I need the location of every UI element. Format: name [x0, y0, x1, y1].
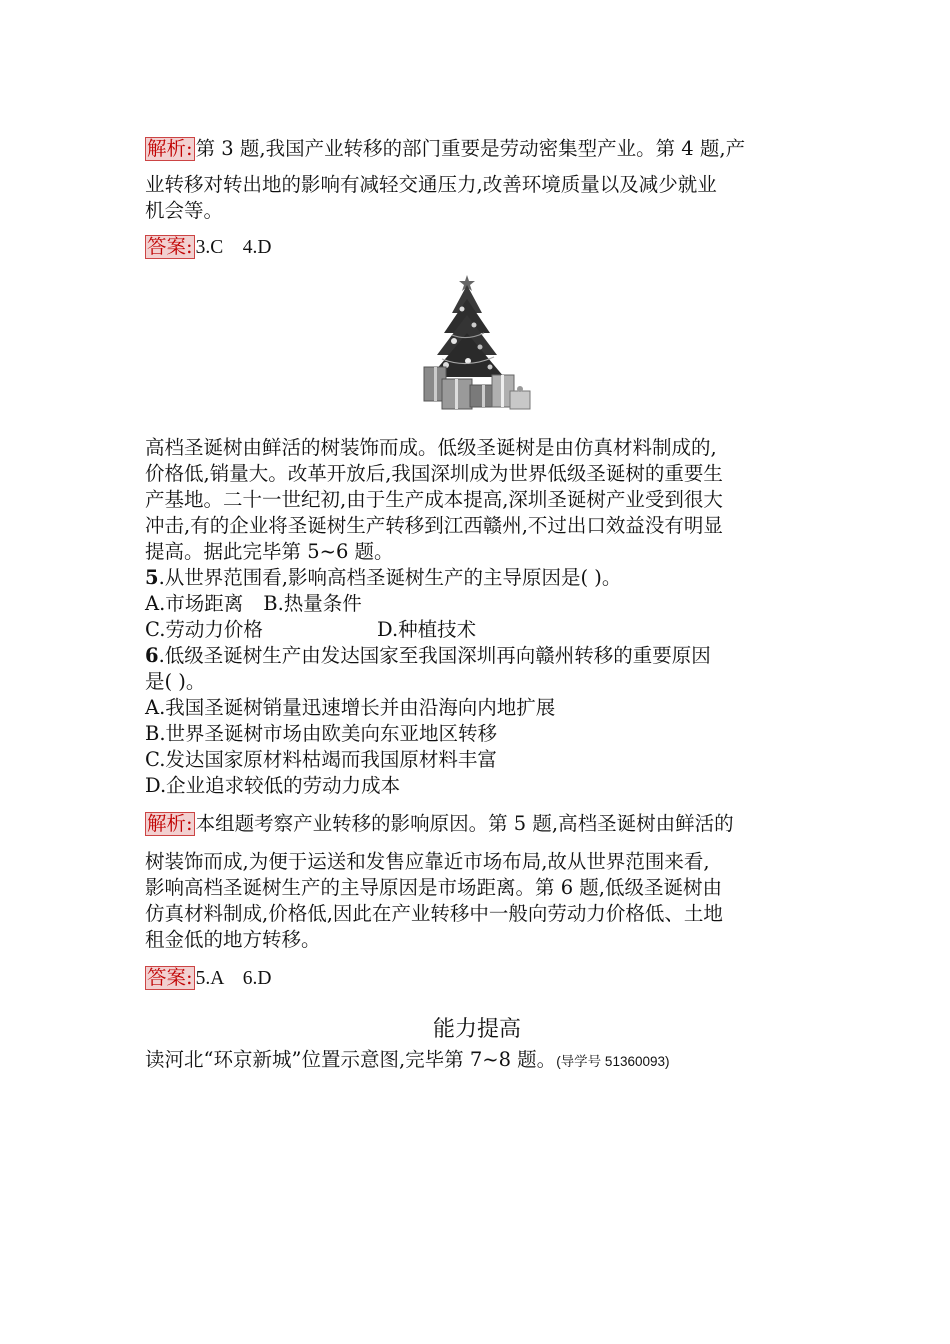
- analysis-text: 影响高档圣诞树生产的主导原因是市场距离。第 6 题,低级圣诞树由: [145, 876, 723, 899]
- document-page: [145, 136, 809, 1075]
- answer-text: 3.C 4.D: [195, 237, 272, 258]
- analysis-text: 树装饰而成,为便于运送和发售应靠近市场布局,故从世界范围来看,: [145, 850, 710, 873]
- analysis-tag: 解析:: [147, 812, 193, 835]
- question-number: 5: [145, 566, 159, 589]
- passage-line: 冲击,有的企业将圣诞树生产转移到江西赣州,不过出口效益没有明显: [145, 514, 723, 537]
- question-text: .低级圣诞树生产由发达国家至我国深圳再向赣州转移的重要原因: [158, 644, 711, 667]
- passage-line: 产基地。二十一世纪初,由于生产成本提高,深圳圣诞树产业受到很大: [145, 488, 723, 511]
- analysis-tag: 解析:: [147, 137, 193, 160]
- answer-line-2: [145, 965, 809, 992]
- question-number: 6: [145, 644, 159, 667]
- question-5-options-row-2: [145, 617, 809, 643]
- option-c: C.发达国家原材料枯竭而我国原材料丰富: [145, 748, 497, 771]
- answer-line-1: [145, 234, 809, 261]
- answer-tag: 答案:: [147, 966, 193, 989]
- passage-line: 提高。据此完毕第 5~6 题。: [145, 540, 394, 563]
- option-d: D.种植技术: [377, 618, 477, 641]
- question-5-stem: [145, 565, 809, 591]
- passage-line: 高档圣诞树由鲜活的树装饰而成。低级圣诞树是由仿真材料制成的,: [145, 436, 717, 459]
- question-5-options-row-1: [145, 591, 809, 617]
- option-b: B.世界圣诞树市场由欧美向东亚地区转移: [145, 722, 498, 745]
- option-a: A.我国圣诞树销量迅速增长并由沿海向内地扩展: [145, 696, 556, 719]
- guide-number: (导学号 51360093): [556, 1054, 670, 1069]
- answer-tag: 答案:: [147, 235, 193, 258]
- analysis-text: 本组题考察产业转移的影响原因。第 5 题,高档圣诞树由鲜活的: [195, 812, 734, 835]
- question-6-stem: [145, 643, 809, 669]
- section-intro: [145, 1047, 809, 1075]
- option-d: D.企业追求较低的劳动力成本: [145, 774, 401, 797]
- option-c: C.劳动力价格: [145, 618, 263, 641]
- analysis-block-2: [145, 811, 809, 837]
- analysis-text: 第 3 题,我国产业转移的部门重要是劳动密集型产业。第 4 题,产: [195, 137, 746, 160]
- question-text: 是( )。: [145, 670, 206, 693]
- section-title: 能力提高: [432, 1017, 521, 1042]
- analysis-text: 机会等。: [145, 199, 224, 222]
- option-b: B.热量条件: [263, 592, 362, 615]
- christmas-tree-image: [422, 275, 532, 415]
- analysis-block-1: [145, 136, 809, 162]
- question-text: .从世界范围看,影响高档圣诞树生产的主导原因是( )。: [158, 566, 622, 589]
- christmas-tree-figure: [145, 275, 809, 415]
- passage-line: 价格低,销量大。改革开放后,我国深圳成为世界低级圣诞树的重要生: [145, 462, 723, 485]
- analysis-text: 租金低的地方转移。: [145, 928, 321, 951]
- analysis-text: 业转移对转出地的影响有减轻交通压力,改善环境质量以及减少就业: [145, 173, 717, 196]
- answer-text: 5.A 6.D: [195, 968, 272, 989]
- analysis-text: 仿真材料制成,价格低,因此在产业转移中一般向劳动力价格低、土地: [145, 902, 723, 925]
- option-a: A.市场距离: [145, 592, 244, 615]
- section-intro-text: 读河北“环京新城”位置示意图,完毕第 7~8 题。: [145, 1048, 557, 1071]
